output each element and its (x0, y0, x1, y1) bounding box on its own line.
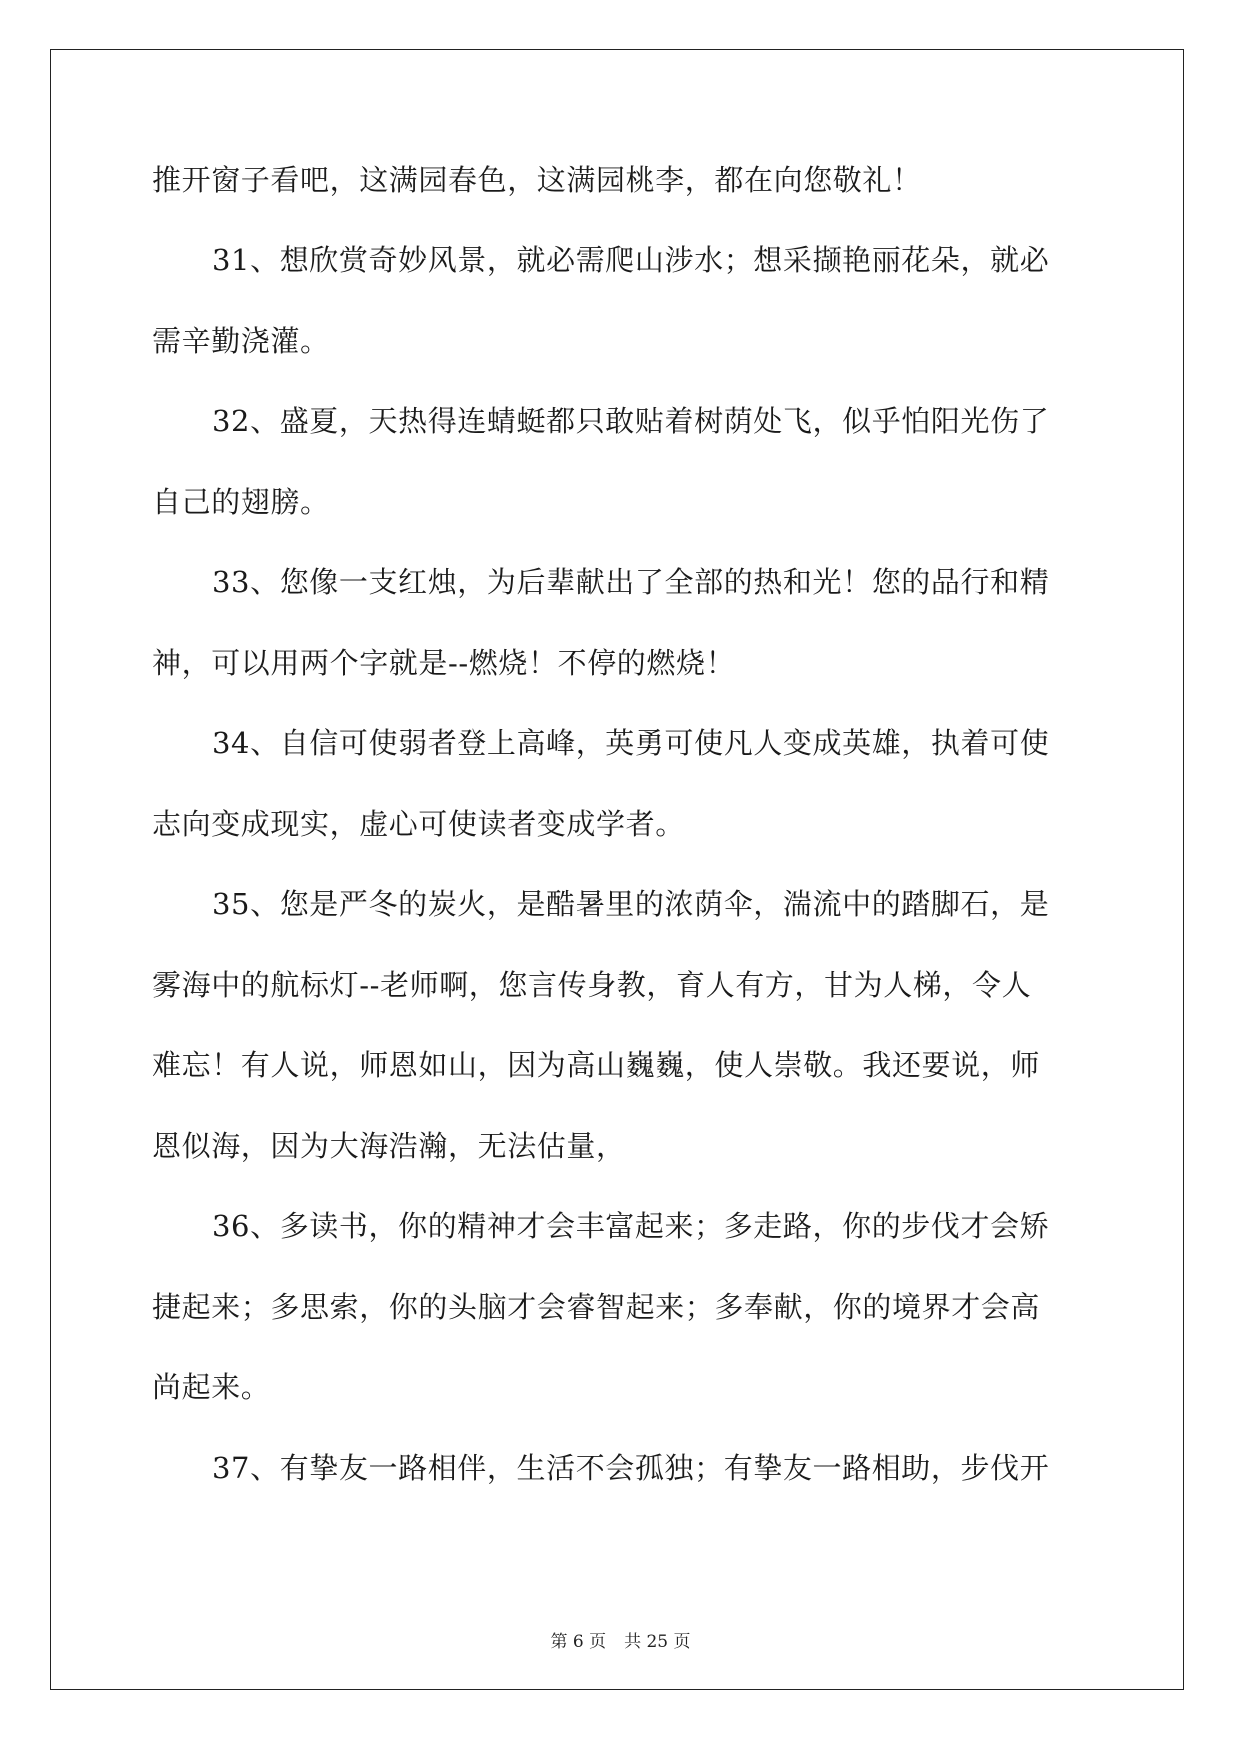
text-line: 37、有挚友一路相伴，生活不会孤独；有挚友一路相助，步伐开 (212, 1451, 1050, 1485)
text-line: 神，可以用两个字就是--燃烧！不停的燃烧！ (152, 646, 736, 680)
text-line: 需辛勤浇灌。 (152, 324, 330, 358)
text-line: 志向变成现实，虚心可使读者变成学者。 (152, 807, 685, 841)
text-line: 34、自信可使弱者登上高峰，英勇可使凡人变成英雄，执着可使 (212, 726, 1050, 760)
text-line: 自己的翅膀。 (152, 485, 330, 519)
text-line: 36、多读书，你的精神才会丰富起来；多走路，你的步伐才会矫 (212, 1209, 1050, 1243)
text-line: 雾海中的航标灯--老师啊，您言传身教，育人有方，甘为人梯，令人 (152, 968, 1032, 1002)
text-line: 恩似海，因为大海浩瀚，无法估量， (152, 1129, 626, 1163)
text-line: 难忘！有人说，师恩如山，因为高山巍巍，使人崇敬。我还要说，师 (152, 1048, 1041, 1082)
page-footer (0, 1627, 1241, 1652)
page-total: 共 25 页 (624, 1632, 691, 1652)
text-line: 33、您像一支红烛，为后辈献出了全部的热和光！您的品行和精 (212, 565, 1050, 599)
page-border (50, 49, 1184, 1690)
text-line: 32、盛夏，天热得连蜻蜓都只敢贴着树荫处飞，似乎怕阳光伤了 (212, 404, 1050, 438)
text-line: 捷起来；多思索，你的头脑才会睿智起来；多奉献，你的境界才会高 (152, 1290, 1041, 1324)
text-line: 尚起来。 (152, 1370, 271, 1404)
text-line: 31、想欣赏奇妙风景，就必需爬山涉水；想采撷艳丽花朵，就必 (212, 243, 1050, 277)
page-number: 第 6 页 (550, 1632, 607, 1652)
text-line: 35、您是严冬的炭火，是酷暑里的浓荫伞，湍流中的踏脚石，是 (212, 887, 1050, 921)
text-line: 推开窗子看吧，这满园春色，这满园桃李，都在向您敬礼！ (152, 163, 922, 197)
